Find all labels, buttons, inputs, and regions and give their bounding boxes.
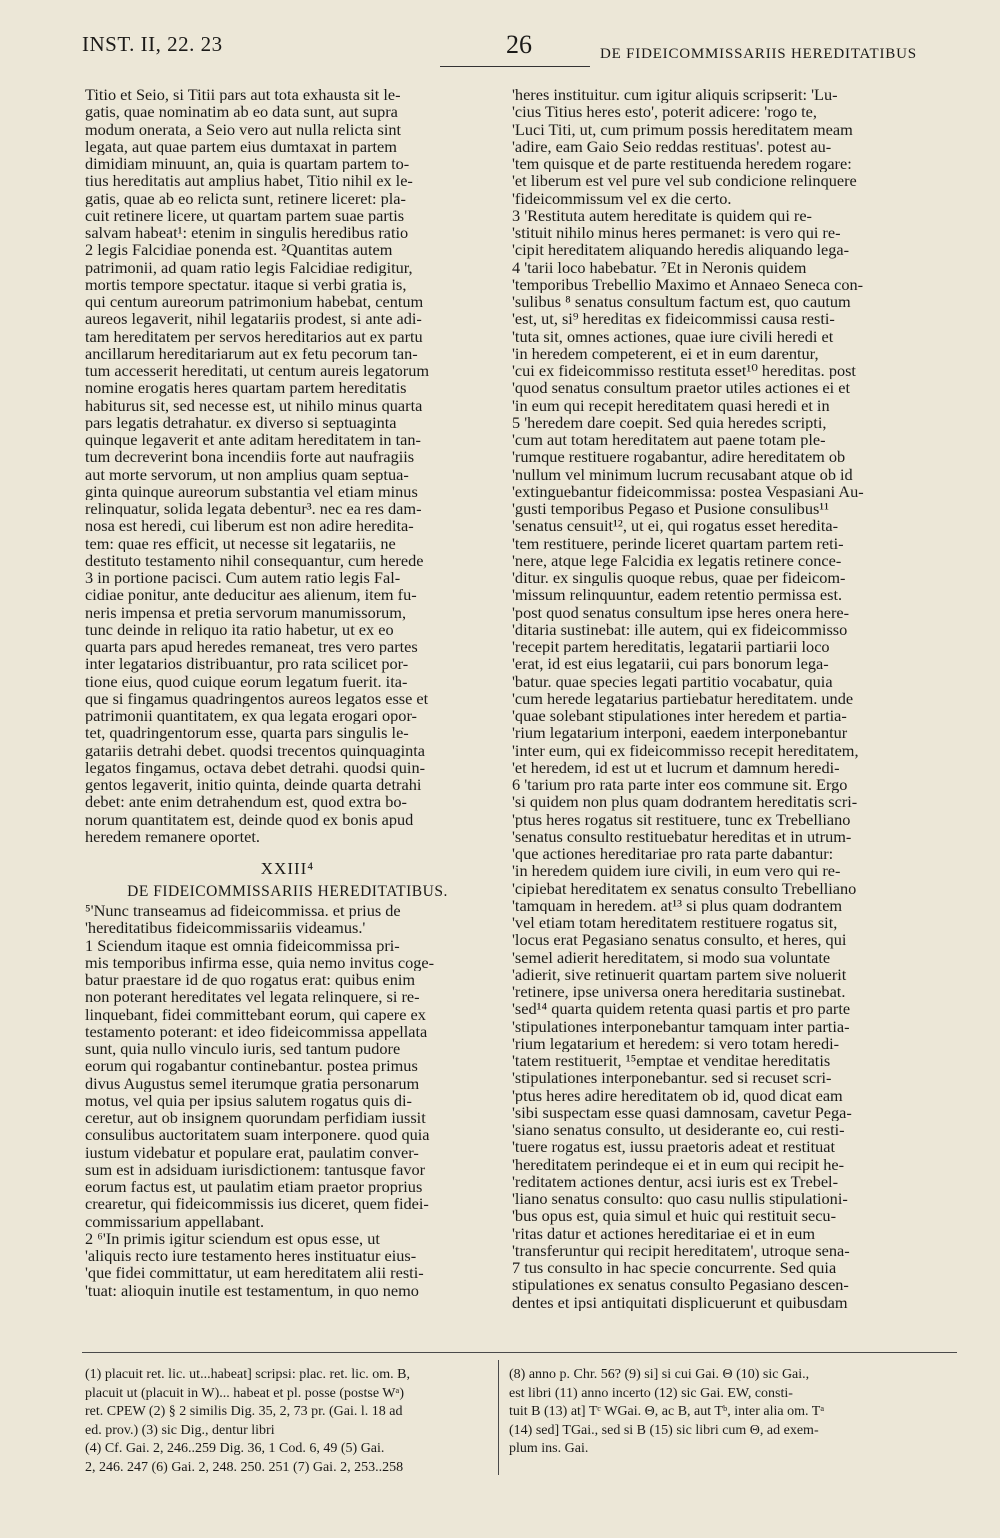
text-line: crearetur, qui fideicommissis ius diceret, quem fidei- bbox=[85, 1195, 429, 1213]
text-line: eorum factus est, ut paulatim etiam praetor proprius bbox=[85, 1178, 423, 1196]
text-line: linquebant, fidei committebant eorum, qui capere ex bbox=[85, 1005, 426, 1023]
text-line: 6 'tarium pro rata parte inter eos commune sit. Ergo bbox=[512, 776, 848, 794]
text-line: 'nullum vel minimum lucrum recusabant atque ob id bbox=[512, 465, 853, 483]
text-line: 'et heredem, id est ut et lucrum et damnum heredi- bbox=[512, 758, 840, 776]
text-line: 'tuat: alioquin inutile est testamentum, in quo nemo bbox=[85, 1281, 419, 1299]
text-line: 'reditatem actiones dentur, acsi iuris est ex Trebel- bbox=[512, 1172, 839, 1190]
text-line: 'recepit partem hereditatis, legatarii partiarii loco bbox=[512, 638, 830, 656]
text-line: aut morte servorum, ut non amplius quam septua- bbox=[85, 465, 409, 483]
text-line: tet, quadringentorum esse, quarta pars singulis le- bbox=[85, 724, 409, 742]
text-line: legata, aut quae partem eius dumtaxat in partem bbox=[85, 137, 397, 155]
text-line: nomine erogatis heres quartam partem hereditatis bbox=[85, 379, 407, 397]
text-line: 'missum relinquuntur, eadem retentio permissa est. bbox=[512, 586, 843, 604]
footnotes-right bbox=[509, 1366, 959, 1459]
text-line: quinque legaverit et ante aditam hereditatem in tan- bbox=[85, 431, 421, 449]
text-line: 'cum aut totam hereditatem aut paene totam ple- bbox=[512, 431, 826, 449]
text-line: 'quod senatus consultum praetor utiles actiones ei et bbox=[512, 379, 850, 397]
text-line: 'semel adierit hereditatem, si modo sua voluntate bbox=[512, 948, 831, 966]
text-line: modum onerata, a Seio vero aut nulla relicta sint bbox=[85, 120, 402, 138]
running-head-right: DE FIDEICOMMISSARIIS HEREDITATIBUS bbox=[600, 46, 917, 62]
text-line: 'erat, id est eius legatarii, cui pars bonorum lega- bbox=[512, 655, 829, 673]
footnote-line: placuit ut (placuit in W)... habeat et pl. posse (postse Wᵃ) bbox=[85, 1385, 405, 1401]
footnote-line: ed. prov.) (3) sic Dig., dentur libri bbox=[85, 1422, 275, 1438]
text-line: tem: quae res efficit, ut necesse sit legatariis, ne bbox=[85, 534, 396, 552]
text-line: 'liano senatus consulto: quo casu nullis stipulationi- bbox=[512, 1190, 848, 1208]
text-line: sum est in adsiduam iurisdictionem: tantusque favor bbox=[85, 1160, 426, 1178]
footnote-line: tuit B (13) at] Tᶜ WGai. Θ, ac B, aut Tᵇ, inter alia om. Tᵃ bbox=[509, 1404, 825, 1419]
text-line: 'cipiebat hereditatem ex senatus consulto Trebelliano bbox=[512, 879, 857, 897]
text-line: nosa est heredi, cui liberum est non adire heredita- bbox=[85, 517, 414, 535]
footnote-line: plum ins. Gai. bbox=[509, 1441, 589, 1456]
text-line: 'heres instituitur. cum igitur aliquis scripserit: 'Lu- bbox=[512, 86, 838, 104]
text-line: tum accesserit hereditati, ut centum aureis legatorum bbox=[85, 362, 430, 380]
footnote-line: est libri (11) anno incerto (12) sic Gai. EW, consti- bbox=[509, 1385, 793, 1401]
text-line: 'est, ut, si⁹ hereditas ex fideicommissi causa resti- bbox=[512, 310, 835, 328]
text-line: 'tuta sit, omnes actiones, quae iure civili heredi et bbox=[512, 327, 834, 345]
text-line: dimidiam minuunt, an, quia is quartam partem to- bbox=[85, 155, 410, 173]
text-line: 'sulibus ⁸ senatus consultum factum est, quo cautum bbox=[512, 293, 851, 311]
footnotes-left bbox=[85, 1366, 490, 1477]
text-line: motus, vel quia per ipsius salutem rogatus quis di- bbox=[85, 1091, 412, 1109]
footnote-divider bbox=[82, 1352, 957, 1353]
text-line: tius hereditatis aut amplius habet, Titio nihil ex le- bbox=[85, 172, 413, 190]
text-line: 3 'Restituta autem hereditate is quidem qui re- bbox=[512, 206, 812, 224]
text-line: tam hereditatem per servos hereditarios aut ex partu bbox=[85, 327, 423, 345]
text-line: 'in heredem competerent, ei et in eum darentur, bbox=[512, 344, 819, 362]
text-line: stipulationes ex senatus consulto Pegasiano descen- bbox=[512, 1276, 849, 1294]
text-line: 'senatus consulto restituebatur hereditas et in utrum- bbox=[512, 827, 852, 845]
text-line: 'hereditatem perindeque ei et in eum qui recipit he- bbox=[512, 1155, 845, 1173]
header-rule bbox=[440, 66, 590, 67]
text-line: salvam habeat¹: etenim in singulis heredibus ratio bbox=[85, 224, 409, 242]
text-line: 'tem quisque et de parte restituenda heredem rogare: bbox=[512, 155, 852, 173]
text-line: heredem remanere oportet. bbox=[85, 827, 260, 845]
text-line: debet: ante enim detrahendum est, quod extra bo- bbox=[85, 793, 407, 811]
text-line: consulibus auctoritatem suam interponere. quod quia bbox=[85, 1126, 430, 1144]
text-line: 'stituit nihilo minus heres permanet: is vero qui re- bbox=[512, 224, 841, 242]
text-line: 'rium legatarium interponi, eaedem interponebantur bbox=[512, 724, 848, 742]
text-line: 'sibi suspectam esse quasi damnosam, cavetur Pega- bbox=[512, 1103, 852, 1121]
footnote-line: (8) anno p. Chr. 56? (9) si] si cui Gai. Θ (10) sic Gai., bbox=[509, 1367, 810, 1382]
text-line: gentos legaverit, initio quinta, deinde quarta detrahi bbox=[85, 776, 422, 794]
text-line: qui centum aureorum patrimonium habebat, centum bbox=[85, 293, 424, 311]
text-line: 'aliquis recto iure testamento heres instituatur eius- bbox=[85, 1247, 417, 1265]
text-line: ginta quinque aureorum substantia vel etiam minus bbox=[85, 482, 418, 500]
text-line: ancillarum hereditariarum aut ex fetu pecorum tan- bbox=[85, 344, 418, 362]
text-line: 'cius Titius heres esto', poterit adicere: 'rogo te, bbox=[512, 103, 817, 121]
text-line: 'adire, eam Gaio Seio reddas restituas'. potest au- bbox=[512, 137, 832, 155]
text-line: gatis, quae ab eo relicta sunt, retinere liceret: pla- bbox=[85, 189, 406, 207]
text-line: 'post quod senatus consultum ipse heres onera here- bbox=[512, 603, 850, 621]
text-line: 'rium legatarium et heredem: si vero totam heredi- bbox=[512, 1034, 840, 1052]
text-line: ceretur, aut ob insignem quorundam perfidiam iussit bbox=[85, 1109, 426, 1127]
text-line: cuit retinere licere, ut quartam partem suae partis bbox=[85, 206, 405, 224]
text-line: quarta pars apud heredes remaneat, tres vero partes bbox=[85, 638, 418, 656]
text-line: 'stipulationes interponebantur tamquam inter partia- bbox=[512, 1017, 850, 1035]
text-line: 'cipit hereditatem aliquando heredis aliquando lega- bbox=[512, 241, 850, 259]
text-line: norum quantitatem est, deinde quod ex bonis apud bbox=[85, 810, 414, 828]
text-line: testamento poterant: et ideo fideicommissa appellata bbox=[85, 1022, 428, 1040]
text-line: 'ditaria sustinebat: ille autem, qui ex fideicommisso bbox=[512, 620, 848, 638]
text-line: 'ditur. ex singulis quoque rebus, quae per fideicom- bbox=[512, 569, 846, 587]
text-line: 'transferuntur qui recipit hereditatem', utroque sena- bbox=[512, 1241, 850, 1259]
footnote-line: 2, 246. 247 (6) Gai. 2, 248. 250. 251 (7) Gai. 2, 253..258 bbox=[85, 1459, 404, 1475]
text-line: patrimonii, ad quam ratio legis Falcidiae redigitur, bbox=[85, 258, 413, 276]
text-line: 'in eum qui recepit hereditatem quasi heredi et in bbox=[512, 396, 830, 414]
text-line: 7 tus consulto in hac specie concurrente. Sed quia bbox=[512, 1259, 837, 1277]
left-text-column bbox=[85, 86, 490, 1299]
text-line: que si fingamus quadringentos aureos legatos esse et bbox=[85, 689, 429, 707]
text-line: commissarium appellabant. bbox=[85, 1212, 265, 1230]
text-line: 'quae solebant stipulationes inter heredem et partia- bbox=[512, 707, 847, 725]
footnote-line: ret. CPEW (2) § 2 similis Dig. 35, 2, 73 pr. (Gai. l. 18 ad bbox=[85, 1404, 403, 1419]
text-line: 'si quidem non plus quam dodrantem hereditatis scri- bbox=[512, 793, 858, 811]
text-line: tione eius, quod cuique eorum legatum fuerit. ita- bbox=[85, 672, 408, 690]
text-line: mortis tempore spectatur. itaque si verbi gratia is, bbox=[85, 275, 407, 293]
text-line: 'sed¹⁴ quarta quidem retenta quasi partis et pro parte bbox=[512, 1000, 851, 1018]
text-line: divus Augustus semel iterumque gratia personarum bbox=[85, 1074, 420, 1092]
text-line: 'gusti temporibus Pegaso et Pusione consulibus¹¹ bbox=[512, 500, 830, 518]
footnote-column-divider bbox=[498, 1360, 499, 1475]
text-line: 'adierit, sive retinuerit quartam partem sive noluerit bbox=[512, 965, 847, 983]
text-line: 'tem restituere, perinde liceret quartam partem reti- bbox=[512, 534, 844, 552]
text-line: 'locus erat Pegasiano senatus consulto, et heres, qui bbox=[512, 931, 847, 949]
footnote-line: (4) Cf. Gai. 2, 246..259 Dig. 36, 1 Cod. 6, 49 (5) Gai. bbox=[85, 1441, 385, 1456]
text-line: 'siano senatus consulto, ut desiderante eo, cui resti- bbox=[512, 1121, 845, 1139]
text-line: 'retinere, ipse universa onera hereditaria sustinebat. bbox=[512, 983, 846, 1001]
footnote-line: (1) placuit ret. lic. ut...habeat] scripsi: plac. ret. lic. om. B, bbox=[85, 1367, 411, 1382]
text-line: 1 Sciendum itaque est omnia fideicommissa pri- bbox=[85, 936, 400, 954]
text-line: 'que actiones hereditariae pro rata parte dabantur: bbox=[512, 845, 834, 863]
text-line: 'tuere rogatus est, iussu praetoris adeat et restituat bbox=[512, 1138, 836, 1156]
page-number: 26 bbox=[506, 30, 532, 59]
right-text-column bbox=[512, 86, 957, 1311]
text-line: tum decreverint bona incendiis forte aut naufragiis bbox=[85, 448, 415, 466]
text-line: neris impensa et pretia servorum manumissorum, bbox=[85, 603, 407, 621]
text-line: batur praestare id de quo rogatus erat: quibus enim bbox=[85, 971, 416, 989]
text-line: 'fideicommissum vel ex die certo. bbox=[512, 189, 732, 207]
text-line: 5 'heredem dare coepit. Sed quia heredes scripti, bbox=[512, 413, 827, 431]
text-line: 'cum herede legatarius partiebatur hereditatem. unde bbox=[512, 689, 854, 707]
text-line: mis temporibus infirma esse, quia nemo invitus coge- bbox=[85, 953, 435, 971]
text-line: 'que fidei committatur, ut eam hereditatem alii resti- bbox=[85, 1264, 424, 1282]
text-line: destituto testamento nihil consequantur, cum herede bbox=[85, 551, 424, 569]
text-line: 'ritas datur et actiones hereditariae ei et in eum bbox=[512, 1224, 816, 1242]
text-line: 'inter eum, qui ex fideicommisso recepit hereditatem, bbox=[512, 741, 859, 759]
text-line: 'vel etiam totam hereditatem restituere rogatus sit, bbox=[512, 914, 838, 932]
text-line: 'batur. quae species legati partitio vocabatur, quia bbox=[512, 672, 833, 690]
text-line: patrimonii quantitatem, ex qua legata erogari opor- bbox=[85, 707, 417, 725]
text-line: 'temporibus Trebellio Maximo et Annaeo Seneca con- bbox=[512, 275, 864, 293]
text-line: 'ptus heres rogatus sit restituere, tunc ex Trebelliano bbox=[512, 810, 851, 828]
text-line: 'tatem restituerit, ¹⁵emptae et venditae hereditatis bbox=[512, 1052, 831, 1070]
text-line: inter legatarios distribuantur, pro rata scilicet por- bbox=[85, 655, 409, 673]
text-line: tunc deinde in reliquo ita ratio habetur, ut ex eo bbox=[85, 620, 394, 638]
text-line: 'cui ex fideicommisso restituta esset¹⁰ hereditas. post bbox=[512, 362, 856, 380]
text-line: 4 'tarii loco habebatur. ⁷Et in Neronis quidem bbox=[512, 258, 807, 276]
footnote-line: (14) sed] TGai., sed si B (15) sic libri cum Θ, ad exem- bbox=[509, 1422, 819, 1438]
section-number-heading: XXIII⁴ bbox=[260, 859, 315, 878]
text-line: aureos legaverit, nihil legatariis prodest, si ante adi- bbox=[85, 310, 422, 328]
text-line: gatis, quae nominatim ab eo data sunt, aut supra bbox=[85, 103, 398, 121]
text-line: relinquatur, solida legata debentur³. nec ea res dam- bbox=[85, 500, 422, 518]
text-line: non poterant hereditates vel legata relinquere, si re- bbox=[85, 988, 420, 1006]
section-title-heading: DE FIDEICOMMISSARIIS HEREDITATIBUS. bbox=[127, 883, 448, 900]
section-spacer bbox=[85, 845, 490, 857]
text-line: 2 ⁶'In primis igitur sciendum est opus esse, ut bbox=[85, 1229, 380, 1247]
text-line: 'stipulationes interponebantur. sed si recuset scri- bbox=[512, 1069, 832, 1087]
text-line: 2 legis Falcidiae ponenda est. ²Quantitas autem bbox=[85, 241, 393, 259]
text-line: 'senatus censuit¹², ut ei, qui rogatus esset heredita- bbox=[512, 517, 839, 535]
text-line: Titio et Seio, si Titii pars aut tota exhausta sit le- bbox=[85, 86, 401, 104]
text-line: sunt, quia nullo vinculo iuris, sed tantum pudore bbox=[85, 1040, 401, 1058]
text-line: pars legatis detrahatur. ex diverso si septuaginta bbox=[85, 413, 397, 431]
text-line: 'Luci Titi, ut, cum primum possis hereditatem meam bbox=[512, 120, 853, 138]
text-line: 'nere, atque lege Falcidia ex legatis retinere conce- bbox=[512, 551, 842, 569]
text-line: 3 in portione pacisci. Cum autem ratio legis Fal- bbox=[85, 569, 401, 587]
text-line: 'tamquam in heredem. at¹³ si plus quam dodrantem bbox=[512, 896, 843, 914]
text-line: 'rumque restituere rogabantur, adire hereditatem ob bbox=[512, 448, 846, 466]
running-head-left: INST. II, 22. 23 bbox=[82, 32, 223, 56]
text-line: legatos fingamus, octava debet detrahi. quodsi quin- bbox=[85, 758, 426, 776]
text-line: 'hereditatibus fideicommissariis videamus.' bbox=[85, 919, 366, 937]
text-line: habiturus sit, sed necesse est, ut nihilo minus quarta bbox=[85, 396, 423, 414]
text-line: dentes et ipsi antiquitati displicuerunt et quibusdam bbox=[512, 1293, 848, 1311]
text-line: cidiae ponitur, ante deducitur aes alienum, item fu- bbox=[85, 586, 417, 604]
text-line: 'extinguebantur fideicommissa: postea Vespasiani Au- bbox=[512, 482, 864, 500]
text-line: 'et liberum est vel pure vel sub condicione relinquere bbox=[512, 172, 857, 190]
text-line: 'bus opus est, quia simul et huic qui restituit secu- bbox=[512, 1207, 836, 1225]
text-line: 'ptus heres adire hereditatem ob id, quod dicat eam bbox=[512, 1086, 843, 1104]
text-line: gatariis detrahi debet. quodsi trecentos quinquaginta bbox=[85, 741, 425, 759]
text-line: 'in heredem quidem iure civili, in eum vero qui re- bbox=[512, 862, 841, 880]
text-line: eorum qui rogabantur continebantur. postea primus bbox=[85, 1057, 418, 1075]
text-line: iustum videbatur et populare erat, paulatim conver- bbox=[85, 1143, 419, 1161]
text-line: ⁵'Nunc transeamus ad fideicommissa. et prius de bbox=[85, 902, 401, 920]
